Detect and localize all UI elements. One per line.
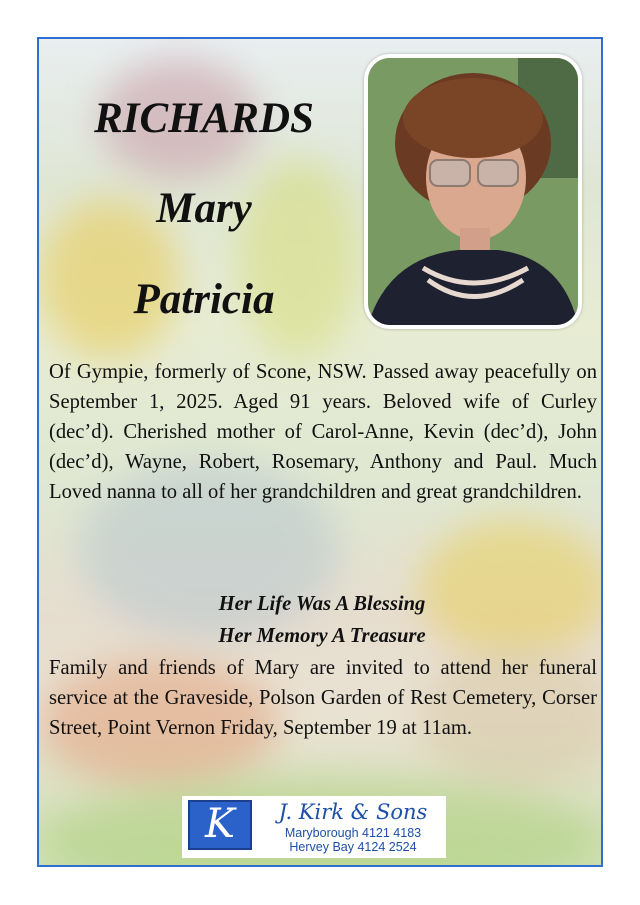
verse-line-1: Her Life Was A Blessing [218, 593, 426, 615]
verse-line-2: Her Memory A Treasure [218, 625, 426, 647]
portrait-photo [364, 54, 582, 329]
funeral-home-logo [182, 796, 446, 858]
phone-hervey-bay: Hervey Bay 4124 2524 [289, 840, 417, 854]
kirk-monogram-icon: K [188, 800, 252, 850]
funeral-home-name: J. Kirk & Sons [278, 800, 428, 824]
notice-details: Of Gympie, formerly of Scone, NSW. Passed away peacefully on September 1, 2025. Aged 91 years. Beloved wife of Curley (dec’d). Cherished mother of Carol-Anne, Kevin (dec’d), John (dec’d), Wayne, Robert, Rosemary, Anthony and Paul. Much Loved nanna to all of her grandchildren and great grandchildren. [49, 361, 597, 503]
given-name-first: Mary [156, 185, 252, 232]
funeral-details: Family and friends of Mary are invited to attend her funeral service at the Graveside, Polson Garden of Rest Cemetery, Corser Street, Point Vernon Friday, September 19 at 11am. [49, 657, 597, 739]
portrait-illustration [368, 58, 578, 325]
surname: RICHARDS [94, 95, 314, 142]
obituary-card [37, 37, 603, 867]
given-name-middle: Patricia [133, 276, 275, 323]
phone-maryborough: Maryborough 4121 4183 [284, 826, 422, 840]
